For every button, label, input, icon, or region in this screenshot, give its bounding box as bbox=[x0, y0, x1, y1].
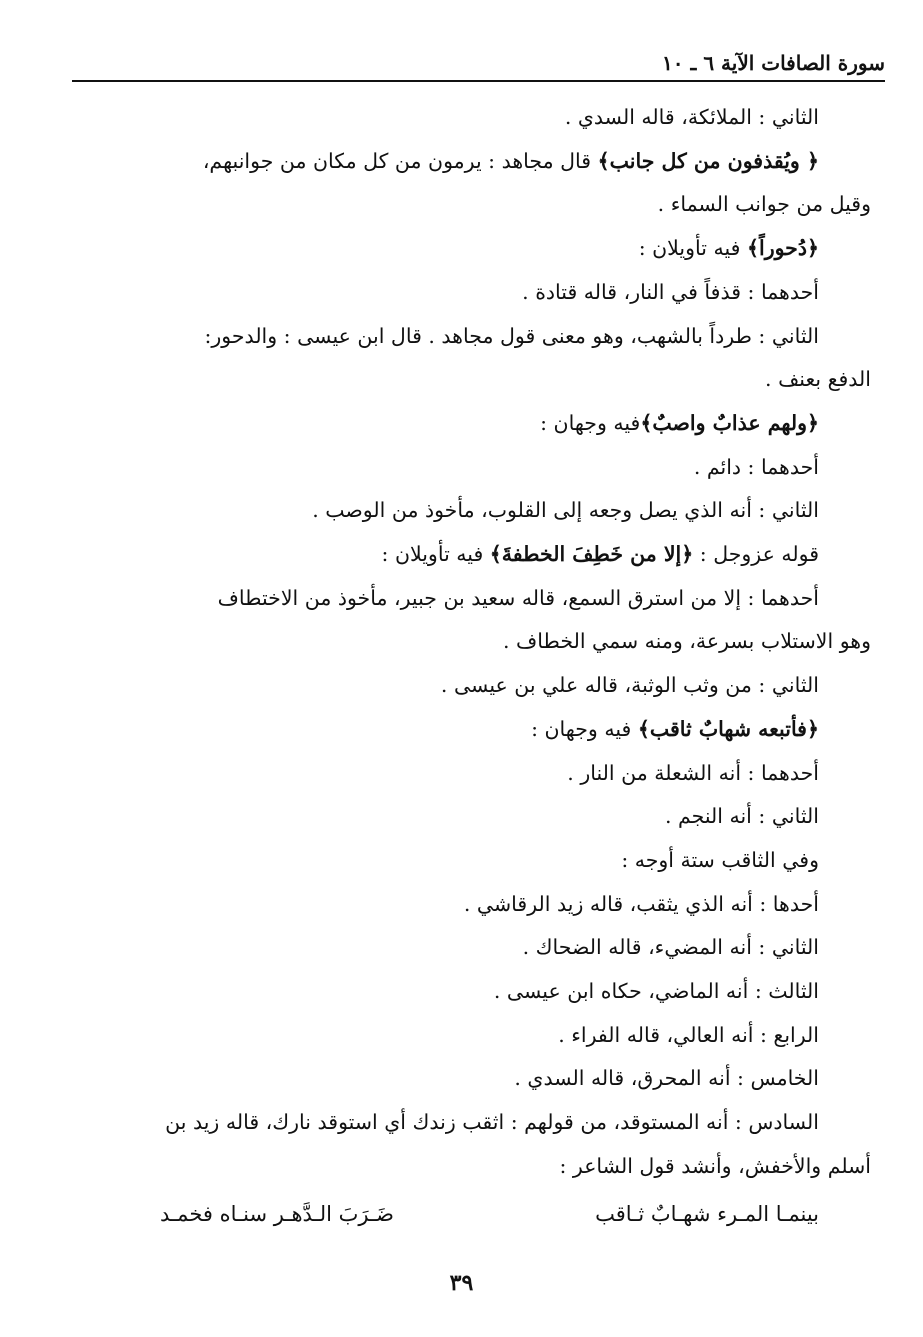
text-line: فيه وجهان : bbox=[531, 716, 638, 741]
text-line: الثاني : من وثب الوثبة، قاله علي بن عيسى . bbox=[440, 673, 819, 698]
text-line: الثالث : أنه الماضي، حكاه ابن عيسى . bbox=[493, 979, 819, 1004]
text-line: وهو الاستلاب بسرعة، ومنه سمي الخطاف . bbox=[503, 629, 871, 654]
text-line: وقيل من جوانب السماء . bbox=[657, 192, 871, 217]
text-line: الثاني : الملائكة، قاله السدي . bbox=[564, 105, 819, 129]
verse-first-half: بينمـا المـرء شهـابٌ ثـاقب bbox=[595, 1201, 819, 1226]
text-line: السادس : أنه المستوقد، من قولهم : اثقب زندك أي استوقد نارك، قاله زيد بن bbox=[165, 1110, 819, 1135]
text-line: الخامس : أنه المحرق، قاله السدي . bbox=[514, 1066, 819, 1091]
paragraph bbox=[40, 708, 819, 752]
text-line: قال مجاهد : يرمون من كل مكان من جوانبهم، bbox=[202, 148, 598, 173]
paragraph bbox=[40, 140, 819, 184]
paragraph bbox=[40, 1101, 819, 1145]
quran-quote: ﴿ ويُقذفون من كل جانب﴾ bbox=[597, 148, 819, 173]
text-line: الثاني : أنه النجم . bbox=[664, 804, 819, 829]
text-line: فيه تأويلان : bbox=[638, 236, 747, 261]
paragraph bbox=[40, 1014, 819, 1058]
quran-quote: ﴿إلا من خَطِفَ الخطفةَ﴾ bbox=[489, 542, 694, 567]
paragraph bbox=[40, 402, 819, 446]
text-line: قوله عزوجل : bbox=[693, 542, 819, 567]
paragraph bbox=[40, 752, 819, 796]
paragraph-continuation bbox=[40, 1145, 871, 1189]
text-line: أحدهما : دائم . bbox=[693, 454, 819, 479]
text-line: فيه تأويلان : bbox=[381, 542, 490, 567]
paragraph bbox=[40, 883, 819, 927]
page-body bbox=[40, 96, 871, 1236]
paragraph bbox=[40, 970, 819, 1014]
text-line: وفي الثاقب ستة أوجه : bbox=[621, 847, 819, 872]
paragraph bbox=[40, 315, 819, 359]
text-line: فيه وجهان : bbox=[540, 410, 641, 435]
text-line: الثاني : طرداً بالشهب، وهو معنى قول مجاهد . قال ابن عيسى : والدحور: bbox=[204, 323, 819, 348]
paragraph bbox=[40, 577, 819, 621]
paragraph bbox=[40, 926, 819, 970]
quran-quote: ﴿ولهم عذابٌ واصبٌ﴾ bbox=[640, 410, 819, 435]
quran-quote: ﴿فأتبعه شهابٌ ثاقب﴾ bbox=[637, 716, 819, 741]
verse-second-half: ضَـرَبَ الـدَّهـر سنـاه فخمـد bbox=[160, 1201, 394, 1226]
paragraph bbox=[40, 271, 819, 315]
paragraph-continuation bbox=[40, 183, 871, 227]
paragraph bbox=[40, 664, 819, 708]
paragraph bbox=[40, 489, 819, 533]
text-line: أحدهما : أنه الشعلة من النار . bbox=[567, 760, 819, 785]
quran-quote: ﴿دُحوراً﴾ bbox=[746, 236, 819, 261]
text-line: أحدها : أنه الذي يثقب، قاله زيد الرقاشي . bbox=[463, 891, 819, 916]
text-line: الثاني : أنه المضيء، قاله الضحاك . bbox=[522, 935, 819, 960]
paragraph bbox=[40, 533, 819, 577]
text-line: الدفع بعنف . bbox=[765, 367, 871, 392]
paragraph bbox=[40, 1057, 819, 1101]
paragraph bbox=[40, 96, 819, 140]
page-number: ٣٩ bbox=[449, 1270, 474, 1296]
paragraph-continuation bbox=[40, 358, 871, 402]
paragraph bbox=[40, 446, 819, 490]
paragraph bbox=[40, 795, 819, 839]
text-line: الثاني : أنه الذي يصل وجعه إلى القلوب، مأخوذ من الوصب . bbox=[312, 498, 819, 523]
text-line: الرابع : أنه العالي، قاله الفراء . bbox=[558, 1022, 819, 1047]
text-line: أحدهما : قذفاً في النار، قاله قتادة . bbox=[522, 279, 819, 304]
text-line: أحدهما : إلا من استرق السمع، قاله سعيد بن جبير، مأخوذ من الاختطاف bbox=[217, 585, 819, 610]
paragraph-continuation bbox=[40, 620, 871, 664]
paragraph bbox=[40, 227, 819, 271]
running-header: سورة الصافات الآية ٦ ـ ١٠ bbox=[72, 46, 885, 82]
paragraph bbox=[40, 839, 819, 883]
text-line: أسلم والأخفش، وأنشد قول الشاعر : bbox=[559, 1153, 871, 1178]
poetry-verse bbox=[40, 1193, 819, 1237]
